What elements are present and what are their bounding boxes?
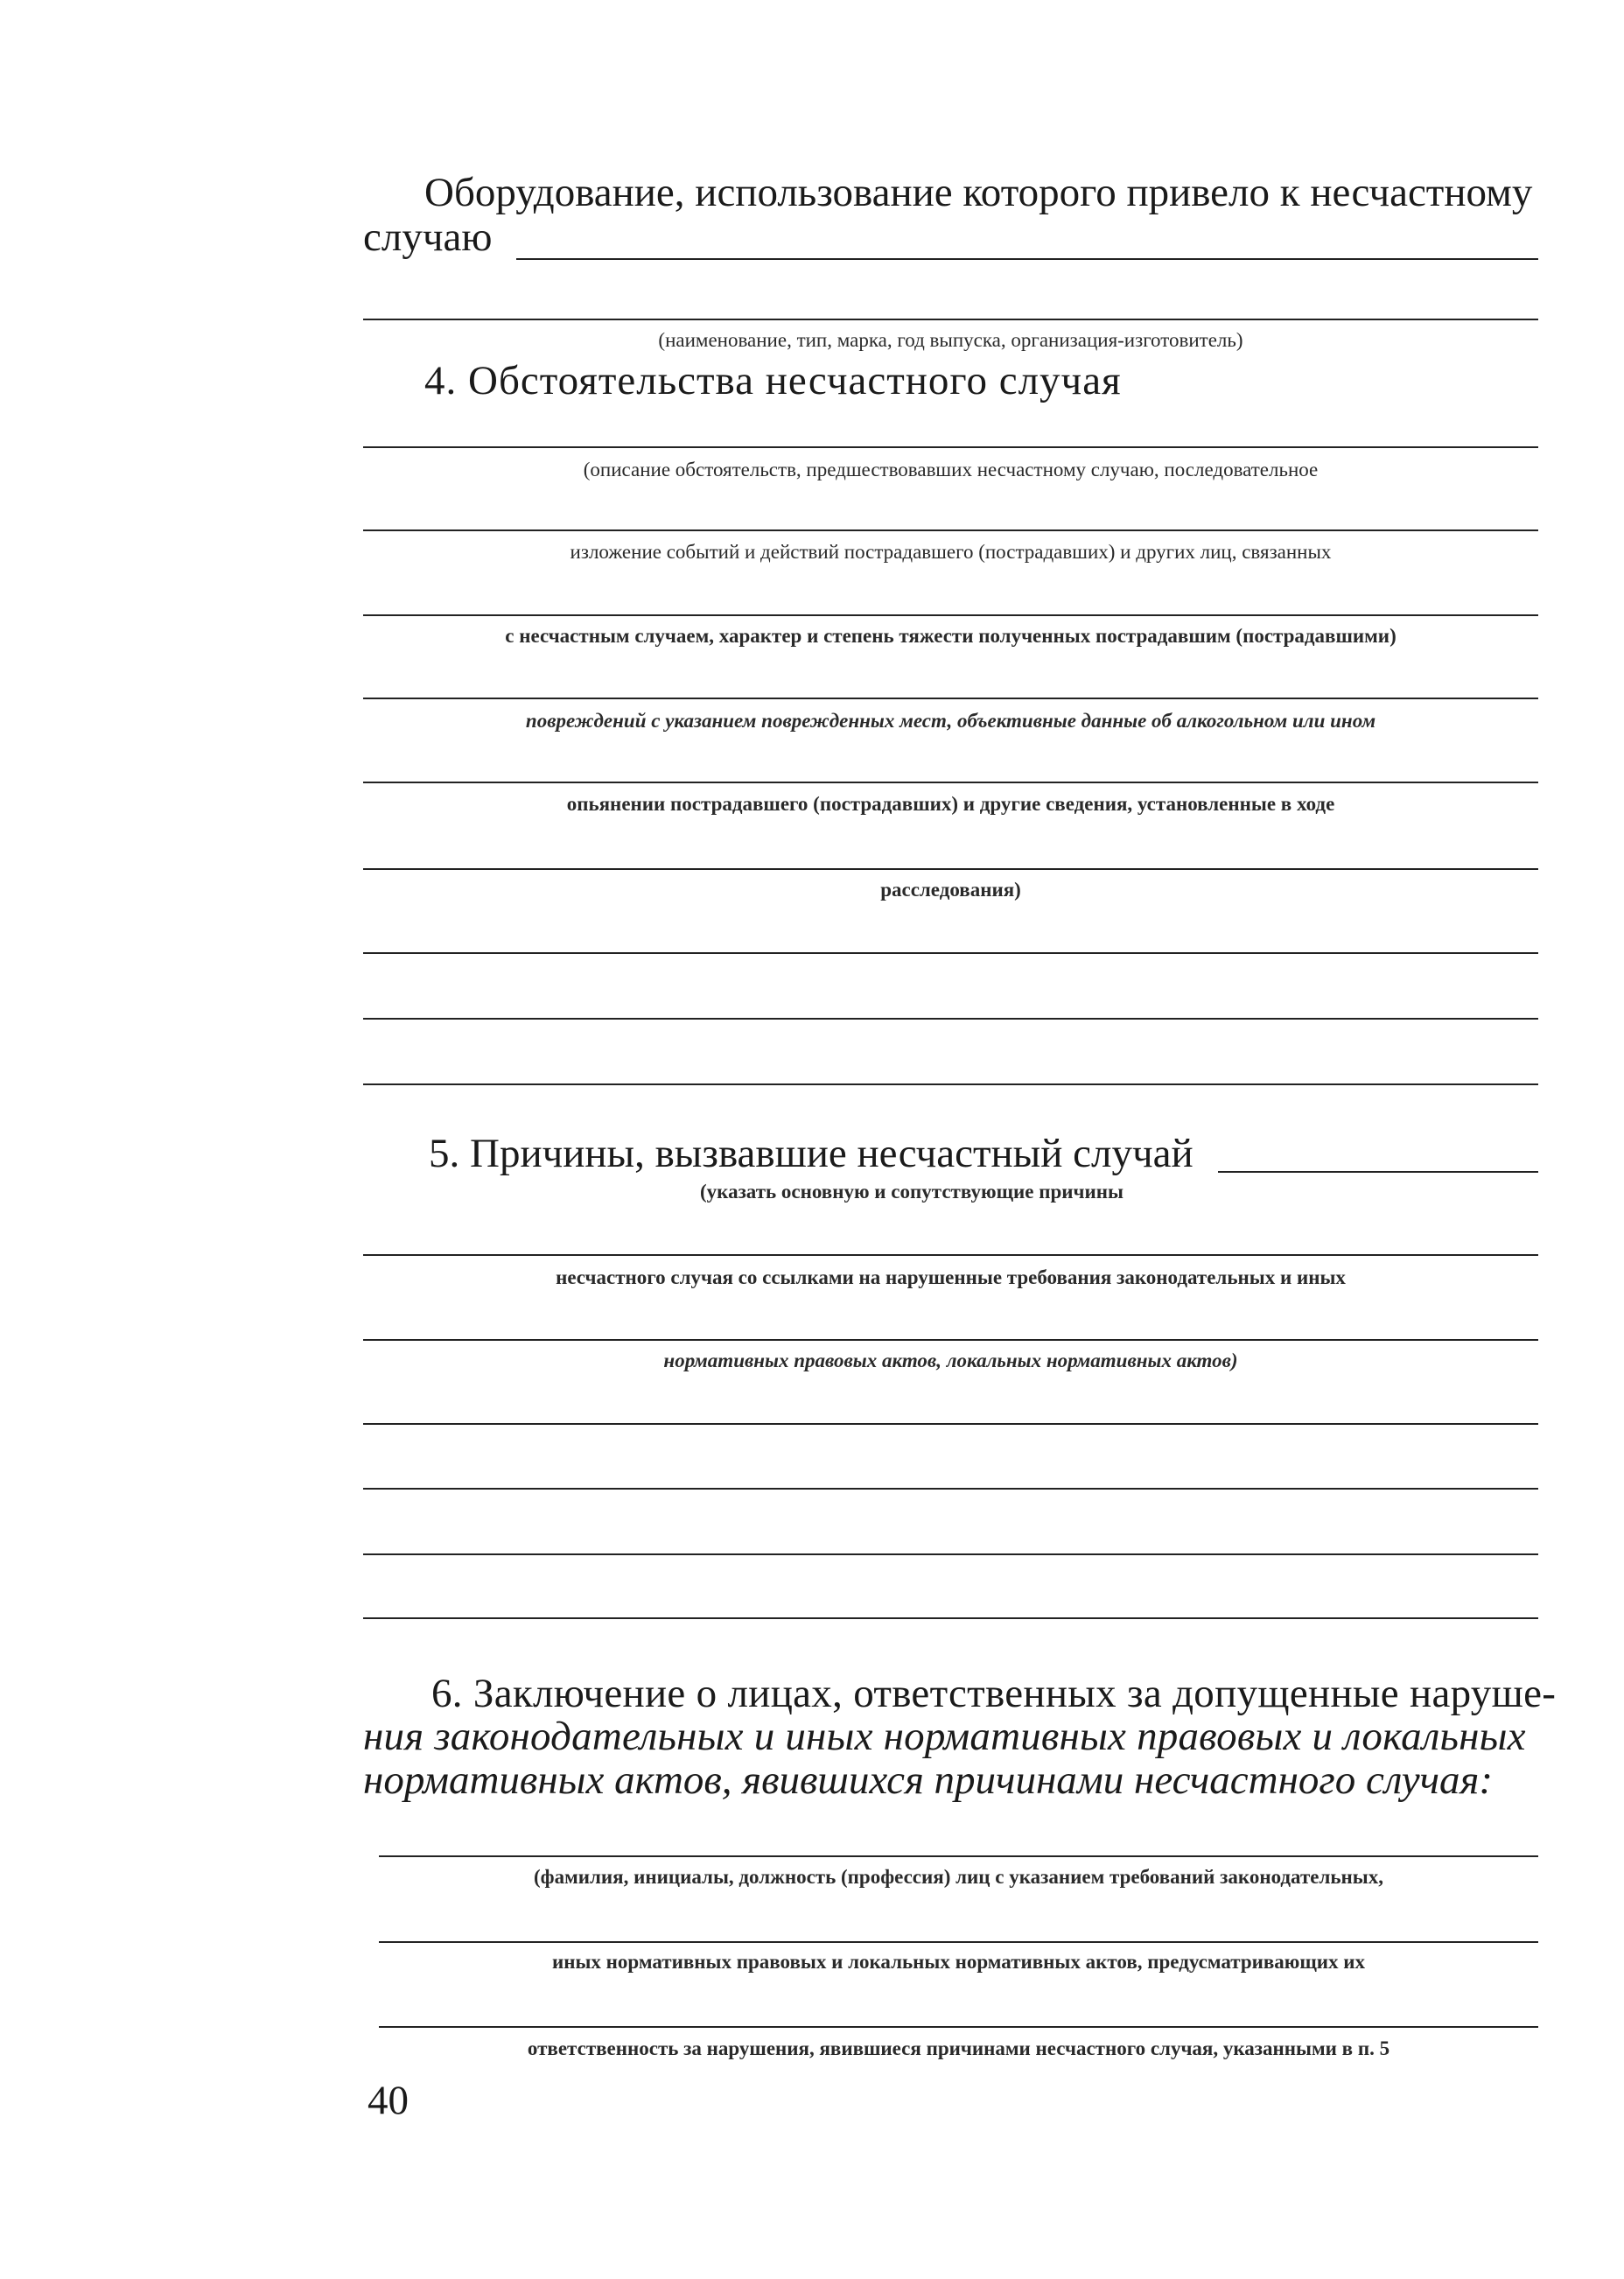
causes-caption-2: несчастного случая со ссылками на нарушенные требования законодательных и иных (556, 1266, 1346, 1288)
circumstances-caption-1: (описание обстоятельств, предшествовавших несчастному случаю, последовательное (583, 459, 1319, 480)
causes-caption-3: нормативных правовых актов, локальных нормативных актов) (663, 1350, 1238, 1371)
section4-title: 4. Обстоятельства несчастного случая (424, 358, 1122, 403)
equipment-label-line1: Оборудование, использование которого привело к несчастному (424, 170, 1533, 215)
section6-title-line3: нормативных актов, явившихся причинами несчастного случая: (363, 1757, 1493, 1803)
circumstances-line-5[interactable] (363, 782, 1538, 783)
causes-line-7[interactable] (363, 1617, 1538, 1619)
responsible-caption-1: (фамилия, инициалы, должность (профессия) лиц с указанием требований законодательных, (534, 1866, 1383, 1888)
responsible-caption-2: иных нормативных правовых и локальных нормативных актов, предусматривающих их (551, 1951, 1366, 1973)
causes-line-4[interactable] (363, 1423, 1538, 1425)
circumstances-caption-4: повреждений с указанием поврежденных мест, объективные данные об алкогольном или ином (525, 710, 1376, 732)
circumstances-line-8[interactable] (363, 1018, 1538, 1020)
causes-line-2[interactable] (363, 1254, 1538, 1256)
circumstances-line-3[interactable] (363, 614, 1538, 616)
circumstances-line-4[interactable] (363, 698, 1538, 699)
causes-line-inline[interactable] (1218, 1171, 1538, 1173)
circumstances-line-7[interactable] (363, 952, 1538, 954)
section6-title-line1: 6. Заключение о лицах, ответственных за допущенные наруше- (431, 1671, 1557, 1716)
causes-caption-1: (указать основную и сопутствующие причины (700, 1181, 1124, 1203)
section5-title: 5. Причины, вызвавшие несчастный случай (429, 1131, 1194, 1176)
equipment-label-line2: случаю (363, 214, 493, 260)
circumstances-caption-5: опьянении пострадавшего (пострадавших) и другие сведения, установленные в ходе (566, 793, 1335, 815)
responsible-line-3[interactable] (379, 2026, 1538, 2028)
circumstances-caption-2: изложение событий и действий пострадавшего (пострадавших) и других лиц, связанных (570, 541, 1332, 563)
equipment-field-line-2[interactable] (363, 319, 1538, 320)
causes-line-5[interactable] (363, 1488, 1538, 1490)
circumstances-line-6[interactable] (363, 868, 1538, 870)
circumstances-line-2[interactable] (363, 529, 1538, 531)
section6-title-line2: ния законодательных и иных нормативных правовых и локальных (363, 1714, 1526, 1759)
circumstances-line-1[interactable] (363, 446, 1538, 448)
equipment-field-line-1[interactable] (516, 258, 1538, 260)
equipment-caption: (наименование, тип, марка, год выпуска, организация-изготовитель) (658, 329, 1243, 351)
circumstances-line-9[interactable] (363, 1083, 1538, 1085)
responsible-caption-3: ответственность за нарушения, явившиеся причинами несчастного случая, указанными в п. 5 (527, 2037, 1390, 2059)
responsible-line-2[interactable] (379, 1941, 1538, 1943)
circumstances-caption-3: с несчастным случаем, характер и степень тяжести полученных пострадавшим (пострадавшими) (505, 625, 1396, 647)
causes-line-3[interactable] (363, 1339, 1538, 1341)
causes-line-6[interactable] (363, 1553, 1538, 1555)
circumstances-caption-6: расследования) (880, 879, 1021, 901)
page-number: 40 (368, 2078, 409, 2123)
responsible-line-1[interactable] (379, 1855, 1538, 1857)
